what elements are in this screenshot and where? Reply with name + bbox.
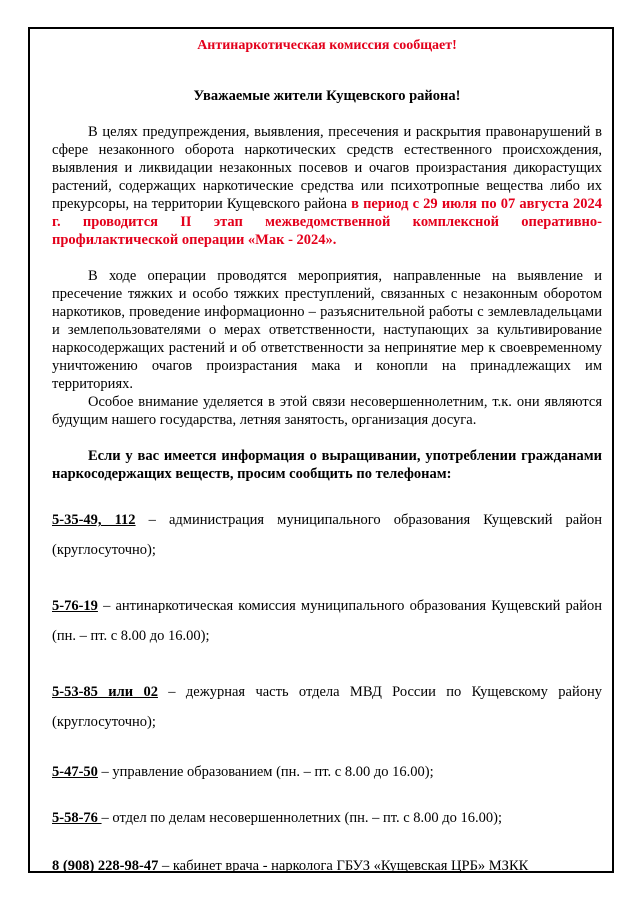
phone-description: – администрация муниципального образования Кущевский район (круглосуточно); xyxy=(52,512,602,558)
phone-description: – антинаркотическая комиссия муниципального образования Кущевский район (пн. – пт. с 8.00 до 16.00); xyxy=(52,598,602,644)
paragraph-operation xyxy=(52,123,602,249)
phone-number: 5-76-19 xyxy=(52,598,98,614)
phone-entry xyxy=(52,591,602,651)
paragraph-minors: Особое внимание уделяется в этой связи несовершеннолетним, т.к. они являются будущим нашего государства, летняя занятость, организация досуга. xyxy=(52,394,602,428)
notice-header: Антинаркотическая комиссия сообщает! xyxy=(197,38,457,53)
paragraph-measures: В ходе операции проводятся мероприятия, направленные на выявление и пресечение тяжких и особо тяжких преступлений, связанных с незаконным оборотом наркотиков, проведение информационно – разъяснительной работы с землевладельцами и землепользователями о мерах ответственности, наступающих за культивирование наркосодержащих растений и об ответственности за непринятие мер к своевременному уничтожению очагов произрастания мака и конопли на принадлежащих им территориях. xyxy=(52,268,602,392)
phone-entry xyxy=(52,809,602,827)
phone-description: – управление образованием (пн. – пт. с 8.00 до 16.00); xyxy=(97,764,434,780)
phone-description: – кабинет врача - нарколога ГБУЗ «Кущевская ЦРБ» МЗКК xyxy=(158,858,529,874)
phone-number: 5-53-85 или 02 xyxy=(52,684,158,700)
document-body xyxy=(52,36,602,875)
paragraph-request: Если у вас имеется информация о выращивании, употреблении гражданами наркосодержащих веществ, просим сообщить по телефонам: xyxy=(52,448,602,482)
phone-entry xyxy=(52,677,602,737)
phone-entry xyxy=(52,505,602,565)
operation-period-highlight: в период с 29 июля по 07 августа 2024 г. проводится II этап межведомственной комплексной оперативно-профилактической операции «Мак - 2024». xyxy=(52,196,602,248)
phone-entry xyxy=(52,857,602,875)
phone-number: 8 (908) 228-98-47 xyxy=(52,858,159,874)
paragraph-operation-text: В целях предупреждения, выявления, пресечения и раскрытия правонарушений в сфере незаконного оборота наркотических средств естественного происхождения, выявления и ликвидации незаконных посевов и очагов произрастания дикорастущих растений, содержащих наркотические средства или психотропные вещества либо их прекурсоры, на территории Кущевского района xyxy=(52,124,602,212)
phone-number: 5-47-50 xyxy=(52,764,98,780)
phone-number: 5-58-76 xyxy=(52,810,102,826)
phone-number: 5-35-49, 112 xyxy=(52,512,136,528)
greeting: Уважаемые жители Кущевского района! xyxy=(193,88,461,104)
phone-description: – отдел по делам несовершеннолетних (пн. – пт. с 8.00 до 16.00); xyxy=(101,810,503,826)
phone-description: – дежурная часть отдела МВД России по Кущевскому району (круглосуточно); xyxy=(52,684,602,730)
phone-entry xyxy=(52,763,602,781)
